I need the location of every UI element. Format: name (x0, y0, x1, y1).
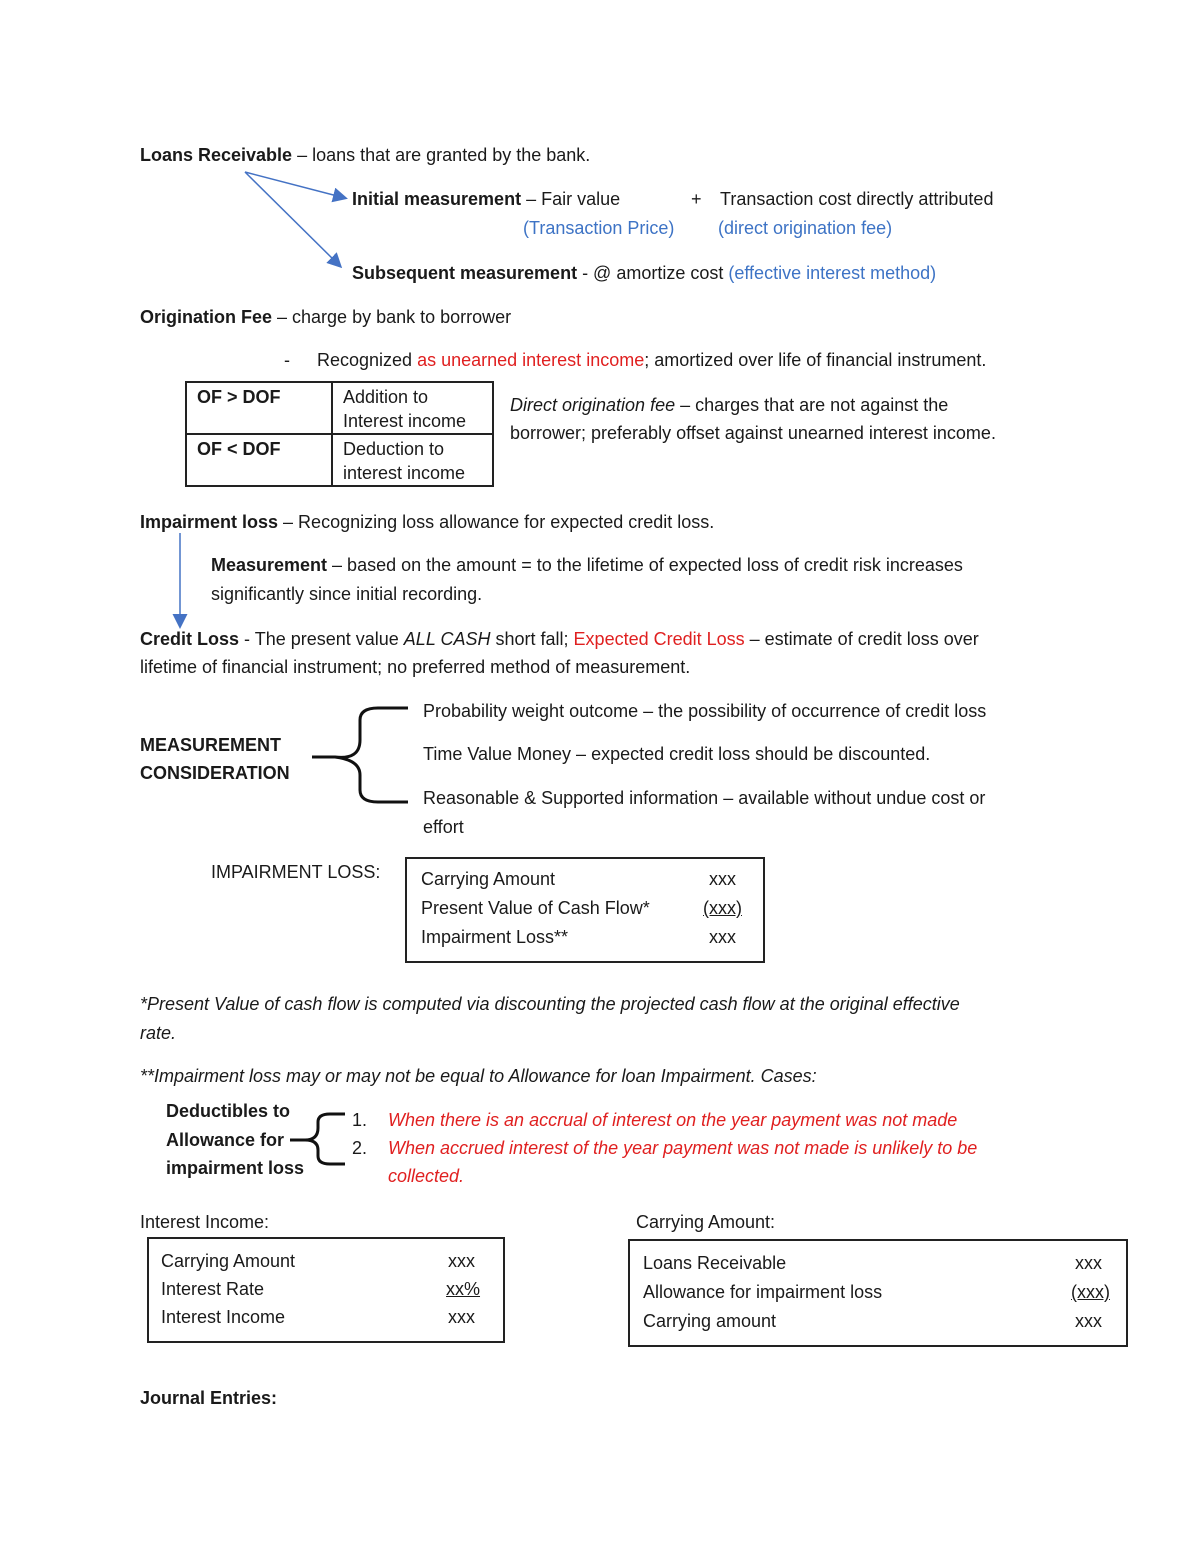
recognized-dash: - (284, 350, 290, 370)
box-row-label: Present Value of Cash Flow* (421, 898, 650, 918)
impairment-loss-note: **Impairment loss may or may not be equal to Allowance for loan Impairment. Cases: (140, 1066, 817, 1086)
box-row-value: xxx (1075, 1311, 1102, 1331)
transaction-price-note: (Transaction Price) (523, 218, 675, 238)
of-effect-line-1: Addition to (343, 387, 429, 407)
recognized-line (317, 348, 986, 372)
of-effect-cell (332, 434, 493, 486)
case-number: 2. (352, 1138, 368, 1158)
case-text: When there is an accrual of interest on the year payment was not made (388, 1110, 958, 1130)
loans-receivable-line (140, 143, 590, 167)
impairment-loss-line (140, 510, 714, 534)
measurement-brace (312, 708, 408, 802)
plus-sign: + (691, 189, 702, 209)
consideration-item-reasonable: Reasonable & Supported information – available without undue cost or (423, 788, 986, 808)
unearned-interest-income: as unearned interest income (417, 350, 645, 370)
loans-receivable-desc: – loans that are granted by the bank. (292, 145, 591, 165)
measurement-label: Measurement (211, 555, 328, 575)
of-effect-line-1: Deduction to (343, 439, 445, 459)
consideration-item-time-value: Time Value Money – expected credit loss should be discounted. (423, 744, 931, 764)
box-row-label: Interest Income (161, 1307, 286, 1327)
initial-measurement-label: Initial measurement (352, 189, 522, 209)
credit-loss-line-1 (140, 627, 979, 651)
effective-interest-method-note: (effective interest method) (728, 263, 937, 283)
origination-fee-title: Origination Fee (140, 307, 273, 327)
of-effect-cell (332, 382, 493, 434)
deductibles-label-1: Deductibles to (166, 1101, 291, 1121)
box-row-value: xxx (448, 1251, 475, 1271)
initial-measurement-line (352, 187, 620, 211)
subsequent-measurement-line (352, 261, 936, 285)
dof-definition-line-1 (510, 393, 948, 417)
of-effect-line-2: interest income (343, 463, 466, 483)
arrow-to-initial-measurement (245, 172, 345, 198)
pv-note-line-1: *Present Value of cash flow is computed via discounting the projected cash flow at the original effective (140, 994, 960, 1014)
credit-loss-title: Credit Loss (140, 629, 240, 649)
consideration-item-reasonable-cont: effort (423, 817, 464, 837)
origination-fee-table (185, 381, 494, 487)
box-row-value: xxx (709, 927, 736, 947)
box-row-label: Allowance for impairment loss (643, 1282, 883, 1302)
credit-loss-line-2: lifetime of financial instrument; no preferred method of measurement. (140, 657, 691, 677)
consideration-label-1: MEASUREMENT (140, 735, 282, 755)
box-row-value: xxx (709, 869, 736, 889)
dof-term: Direct origination fee (510, 395, 676, 415)
dof-line-2: borrower; preferably offset against unearned interest income. (510, 423, 996, 443)
impairment-loss-desc: – Recognizing loss allowance for expected credit loss. (278, 512, 715, 532)
box-row-label: Carrying Amount (421, 869, 556, 889)
of-condition-cell: OF > DOF (186, 382, 332, 434)
case-text-cont: collected. (388, 1166, 465, 1186)
table-row (186, 382, 493, 434)
case-number: 1. (352, 1110, 368, 1130)
impairment-loss-box (405, 857, 765, 963)
origination-fee-line (140, 305, 511, 329)
impairment-loss-box-label: IMPAIRMENT LOSS: (211, 862, 381, 882)
initial-measurement-fair-value: – Fair value (521, 189, 621, 209)
deductibles-label-2: Allowance for (166, 1130, 285, 1150)
carrying-amount-box (628, 1239, 1128, 1347)
of-condition-cell: OF < DOF (186, 434, 332, 486)
dof-line-1: – charges that are not against the (675, 395, 949, 415)
measurement-line-2: significantly since initial recording. (211, 584, 483, 604)
journal-entries-title: Journal Entries: (140, 1388, 278, 1408)
box-row-value: (xxx) (703, 898, 742, 918)
interest-income-label: Interest Income: (140, 1212, 270, 1232)
recognized-rest: ; amortized over life of financial instrument. (644, 350, 987, 370)
credit-loss-text-2: short fall; (490, 629, 574, 649)
of-effect-line-2: Interest income (343, 411, 467, 431)
origination-fee-desc: – charge by bank to borrower (272, 307, 512, 327)
consideration-label-2: CONSIDERATION (140, 763, 290, 783)
box-row-label: Carrying Amount (161, 1251, 296, 1271)
expected-credit-loss: Expected Credit Loss (573, 629, 745, 649)
box-row-value: xx% (446, 1279, 481, 1299)
all-cash-text: ALL CASH (403, 629, 491, 649)
carrying-amount-label: Carrying Amount: (636, 1212, 776, 1232)
consideration-item-probability: Probability weight outcome – the possibility of occurrence of credit loss (423, 701, 987, 721)
case-text: When accrued interest of the year payment was not made is unlikely to be (388, 1138, 978, 1158)
box-row-label: Loans Receivable (643, 1253, 787, 1273)
subsequent-measurement-text: - @ amortize cost (577, 263, 729, 283)
deductibles-label-3: impairment loss (166, 1158, 305, 1178)
direct-origination-fee-note: (direct origination fee) (718, 218, 893, 238)
box-row-value: xxx (448, 1307, 475, 1327)
recognized-text: Recognized (317, 350, 418, 370)
measurement-line-1 (211, 553, 963, 577)
table-row (186, 434, 493, 486)
interest-income-box (147, 1237, 505, 1343)
arrow-to-subsequent-measurement (245, 172, 340, 266)
box-row-value: xxx (1075, 1253, 1102, 1273)
box-row-label: Carrying amount (643, 1311, 777, 1331)
subsequent-measurement-label: Subsequent measurement (352, 263, 578, 283)
measurement-text-1: – based on the amount = to the lifetime of expected loss of credit risk increases (327, 555, 963, 575)
box-row-value: (xxx) (1071, 1282, 1110, 1302)
transaction-cost-text: Transaction cost directly attributed (720, 189, 994, 209)
box-row-label: Interest Rate (161, 1279, 265, 1299)
pv-note-line-2: rate. (140, 1023, 177, 1043)
credit-loss-text-1: - The present value (239, 629, 404, 649)
loans-receivable-title: Loans Receivable (140, 145, 293, 165)
credit-loss-text-3: – estimate of credit loss over (744, 629, 979, 649)
box-row-label: Impairment Loss** (421, 927, 569, 947)
impairment-loss-title: Impairment loss (140, 512, 279, 532)
